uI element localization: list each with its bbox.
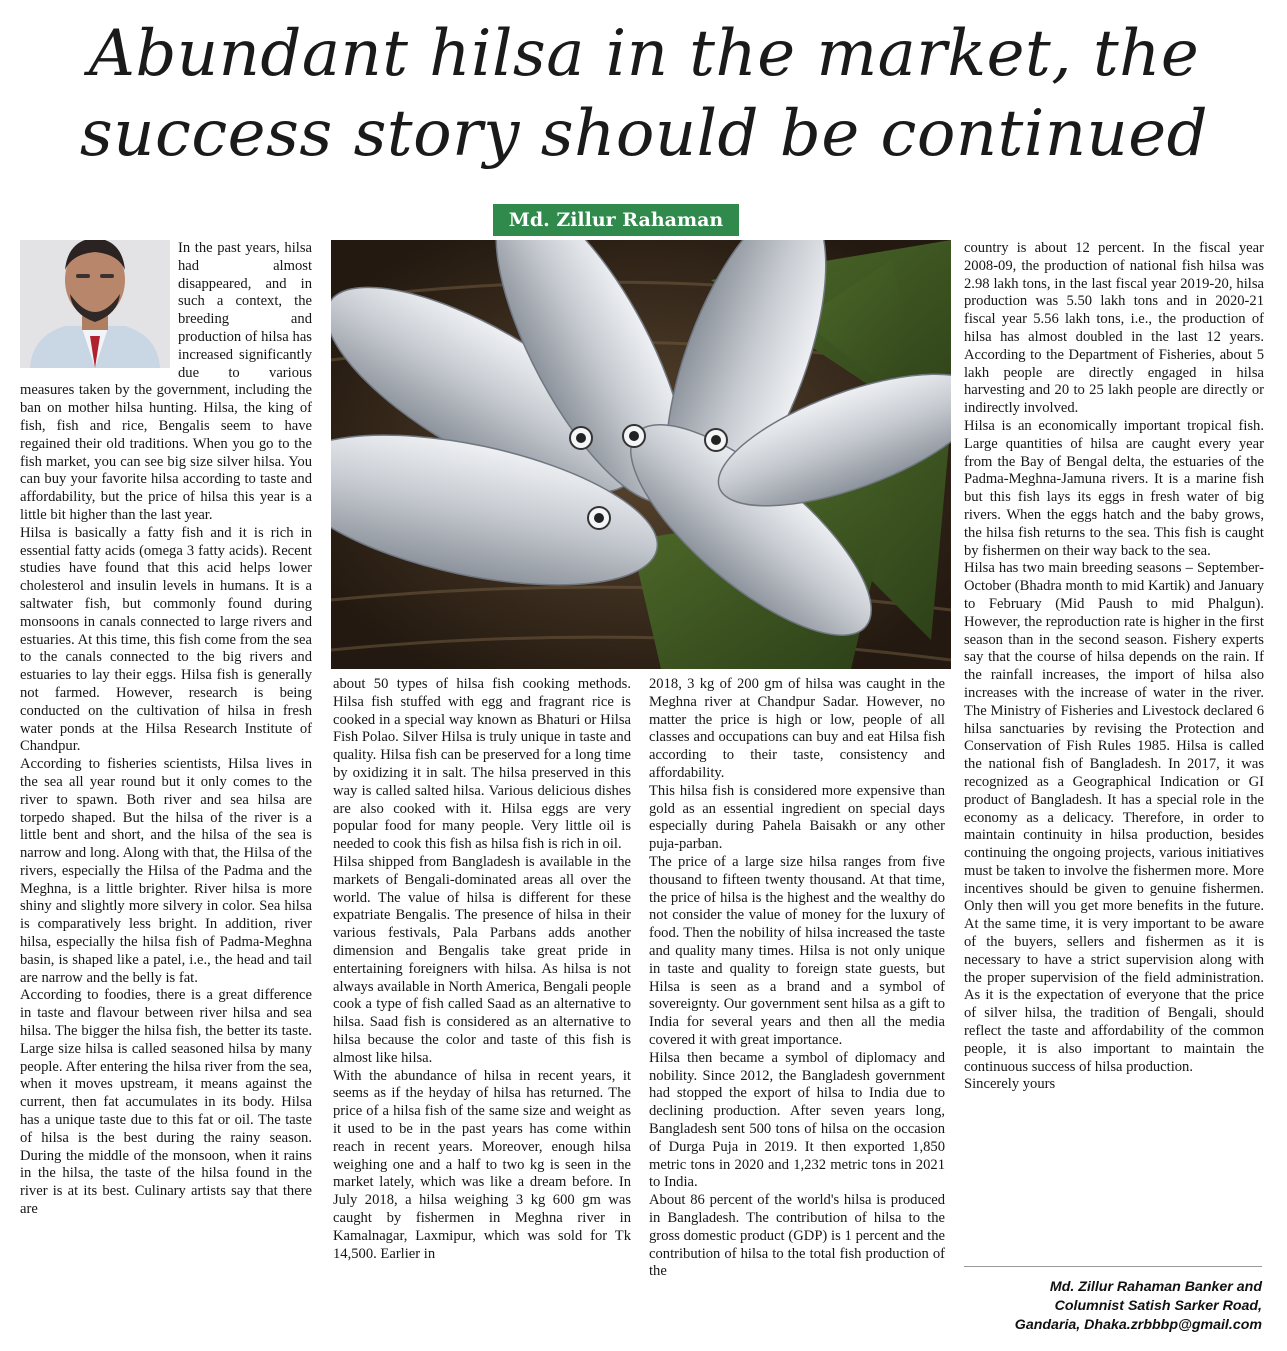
signoff-email: Gandaria, Dhaka.zrbbbp@gmail.com: [1014, 1317, 1262, 1333]
article-column-4: [964, 240, 1264, 1260]
signoff-line: Md. Zillur Rahaman Banker and: [1049, 1279, 1262, 1295]
paragraph: about 50 types of hilsa fish cooking methods. Hilsa fish stuffed with egg and fragrant rice is cooked in a special way known as Bhaturi or Hilsa Fish Polao. Silver Hilsa is truly unique in taste and quality. Hilsa fish can be preserved for a long time by oxidizing it in salt. The hilsa preserved in this way is called salted hilsa. Various delicious dishes are also cooked with it. Hilsa eggs are very popular food for many people. Very little oil is needed to cook this fish as hilsa fish is rich in oil.: [333, 676, 631, 853]
hilsa-fish-photo: [331, 240, 951, 669]
author-portrait: [20, 240, 170, 368]
signoff-line: Columnist Satish Sarker Road,: [1054, 1298, 1262, 1314]
paragraph: 2018, 3 kg of 200 gm of hilsa was caught in the Meghna river at Chandpur Sadar. However, no matter the price is high or low, people of all classes and occupations can buy and eat Hilsa fish according to their taste, consistency and affordability.: [649, 676, 945, 781]
paragraph: With the abundance of hilsa in recent years, it seems as if the heyday of hilsa has returned. The price of a hilsa fish of the same size and weight as it used to be in the past years has come within reach in recent years. Moreover, enough hilsa weighing one and a half to two kg is seen in the market lately, which was like a dream before. In July 2018, a hilsa weighing 3 kg 600 gm was caught by fishermen in Meghna river in Kamalnagar, Laxmipur, which was sold for Tk 14,500. Earlier in: [333, 1067, 631, 1262]
paragraph: Hilsa has two main breeding seasons – September-October (Bhadra month to mid Kartik) and January to February (Mid Paush to mid Phalgun). However, the reproduction rate is higher in the first season than in the second season. Fishery experts say that the course of hilsa depends on the rain. If the rainfall increases, the import of hilsa also increases with the increase of water in the river. The Ministry of Fisheries and Livestock declared 6 hilsa sanctuaries by revising the Protection and Conservation of Fish Rules 1985. Hilsa is called the national fish of Bangladesh. In 2017, it was recognized as a Geographical Indication or GI product of Bangladesh. It has a special role in the economy as a delicacy. Therefore, in order to maintain continuity in hilsa production, besides continuing the ongoing projects, various initiatives must be taken to involve the fishermen more. More incentives should be given to genuine fishermen. Only then will you get more benefits in the future. At the same time, it is very important to be aware of the buyers, sellers and fishermen as it is necessary to have a strict supervision along with the proper supervision of the field administration. As it is the expectation of everyone that the price of silver hilsa, the tradition of Bengali, should reflect the taste and affordability of the common people, it is also important to maintain the continuous success of hilsa production.: [964, 560, 1264, 1075]
signoff-divider: [964, 1266, 1262, 1267]
article-column-2: [333, 676, 631, 1341]
intro-paragraph: In the past years, hilsa had almost disappeared, and in such a context, the breeding and production of hilsa has increased significantly due to various measures taken by the government, including the ban on mother hilsa hunting. Hilsa, the king of fish, fish and rice, Bengalis seem to have regained their old traditions. When you go to the fish market, you can see big size silver hilsa. You can buy your favorite hilsa according to taste and affordability, but the price of hilsa this year is a little bit higher than the last year.: [20, 240, 312, 523]
paragraph: The price of a large size hilsa ranges from five thousand to fifteen twenty thousand. At that time, the price of hilsa is the highest and the wealthy do not consider the value of money for the luxury of food. Then the nobility of hilsa increased the taste and quality many times. Hilsa is not only unique in taste and quality to foreign state guests, but Hilsa is seen as a brand and a symbol of sovereignty. Our government sent hilsa as a gift to India for several years and then all the media covered it with great importance.: [649, 853, 945, 1048]
article-column-1: [20, 240, 312, 1340]
closing-line: Sincerely yours: [964, 1076, 1056, 1093]
author-signoff: [964, 1278, 1262, 1335]
article-headline: Abundant hilsa in the market, the success story should be continued: [79, 17, 1209, 171]
paragraph: country is about 12 percent. In the fiscal year 2008-09, the production of national fish hilsa was 2.98 lakh tons, in the last fiscal year 2019-20, hilsa production was 5.50 lakh tons and in 2020-21 fiscal year 5.56 lakh tons, i.e., the production of hilsa has almost doubled in the last 12 years. According to the Department of Fisheries, about 5 lakh people are directly engaged in hilsa harvesting and 20 to 25 lakh people are directly or indirectly involved.: [964, 240, 1264, 417]
author-byline: Md. Zillur Rahaman: [493, 204, 739, 236]
paragraph: About 86 percent of the world's hilsa is produced in Bangladesh. The contribution of hilsa to the gross domestic product (GDP) is 1 percent and the contribution of hilsa to the total fish production of the: [649, 1192, 945, 1280]
paragraph: This hilsa fish is considered more expensive than gold as an essential ingredient on special days especially during Pahela Baisakh or any other puja-parban.: [649, 782, 945, 853]
paragraph: According to fisheries scientists, Hilsa lives in the sea all year round but it only comes to the river to spawn. Both river and sea hilsa are torpedo shaped. But the hilsa of the river is a little bent and short, and the hilsa of the sea is narrow and long. Along with that, the Hilsa of the rivers, especially the Hilsa of the Padma and the Meghna, is a little brighter. River hilsa is more shiny and slightly more silvery in color. Sea hilsa is comparatively less bright. In addition, river hilsa, especially the hilsa fish of Padma-Meghna basin, is shaped like a patel, i.e., the head and tail are narrow and the belly is fat.: [20, 756, 312, 986]
paragraph: Hilsa is an economically important tropical fish. Large quantities of hilsa are caught every year from the Bay of Bengal delta, the estuaries of the Padma-Meghna-Jamuna rivers. It is a marine fish but this fish lays its eggs in fresh water of big rivers. When the eggs hatch and the baby grows, the hilsa fish returns to the sea. This fish is caught by fishermen on their way back to the sea.: [964, 417, 1264, 559]
paragraph: According to foodies, there is a great difference in taste and flavour between river hilsa and sea hilsa. The bigger the hilsa fish, the better its taste. Large size hilsa is called seasoned hilsa by many people. After entering the hilsa river from the sea, when it moves upstream, it means against the current, then fat accumulates in its body. Hilsa has a unique taste due to this fat or oil. The taste of hilsa is the best during the rainy season. During the middle of the monsoon, when it rains in the hilsa, the taste of the hilsa found in the river is at its best. Culinary artists say that there are: [20, 987, 312, 1218]
paragraph: Hilsa is basically a fatty fish and it is rich in essential fatty acids (omega 3 fatty acids). Recent studies have found that this acid helps lower cholesterol and insulin levels in humans. It is a saltwater fish, but commonly found during monsoons in canals connected to large rivers and estuaries. At this time, this fish come from the sea to the canals connected to the big rivers and estuaries to lay their eggs. Hilsa fish is generally not farmed. However, research is being conducted on the cultivation of hilsa in fresh water ponds at the Hilsa Research Institute of Chandpur.: [20, 524, 312, 755]
paragraph: Hilsa then became a symbol of diplomacy and nobility. Since 2012, the Bangladesh government had stopped the export of hilsa to India due to declining production. After seven years long, Bangladesh sent 500 tons of hilsa on the occasion of Durga Puja in 2019. It then exported 1,850 metric tons in 2020 and 1,232 metric tons in 2021 to India.: [649, 1049, 945, 1191]
paragraph: Hilsa shipped from Bangladesh is available in the markets of Bengali-dominated areas all over the world. The value of hilsa is different for these expatriate Bengalis. The presence of hilsa in their various festivals, Pala Parbans adds another dimension and Bengalis take great pride in entertaining foreigners with hilsa. As hilsa is not always available in North America, Bengali people cook a type of fish called Saad as an alternative to hilsa. Saad fish is considered as an alternative to hilsa because the color and taste of this fish is almost like hilsa.: [333, 853, 631, 1066]
article-column-3: [649, 676, 945, 1341]
